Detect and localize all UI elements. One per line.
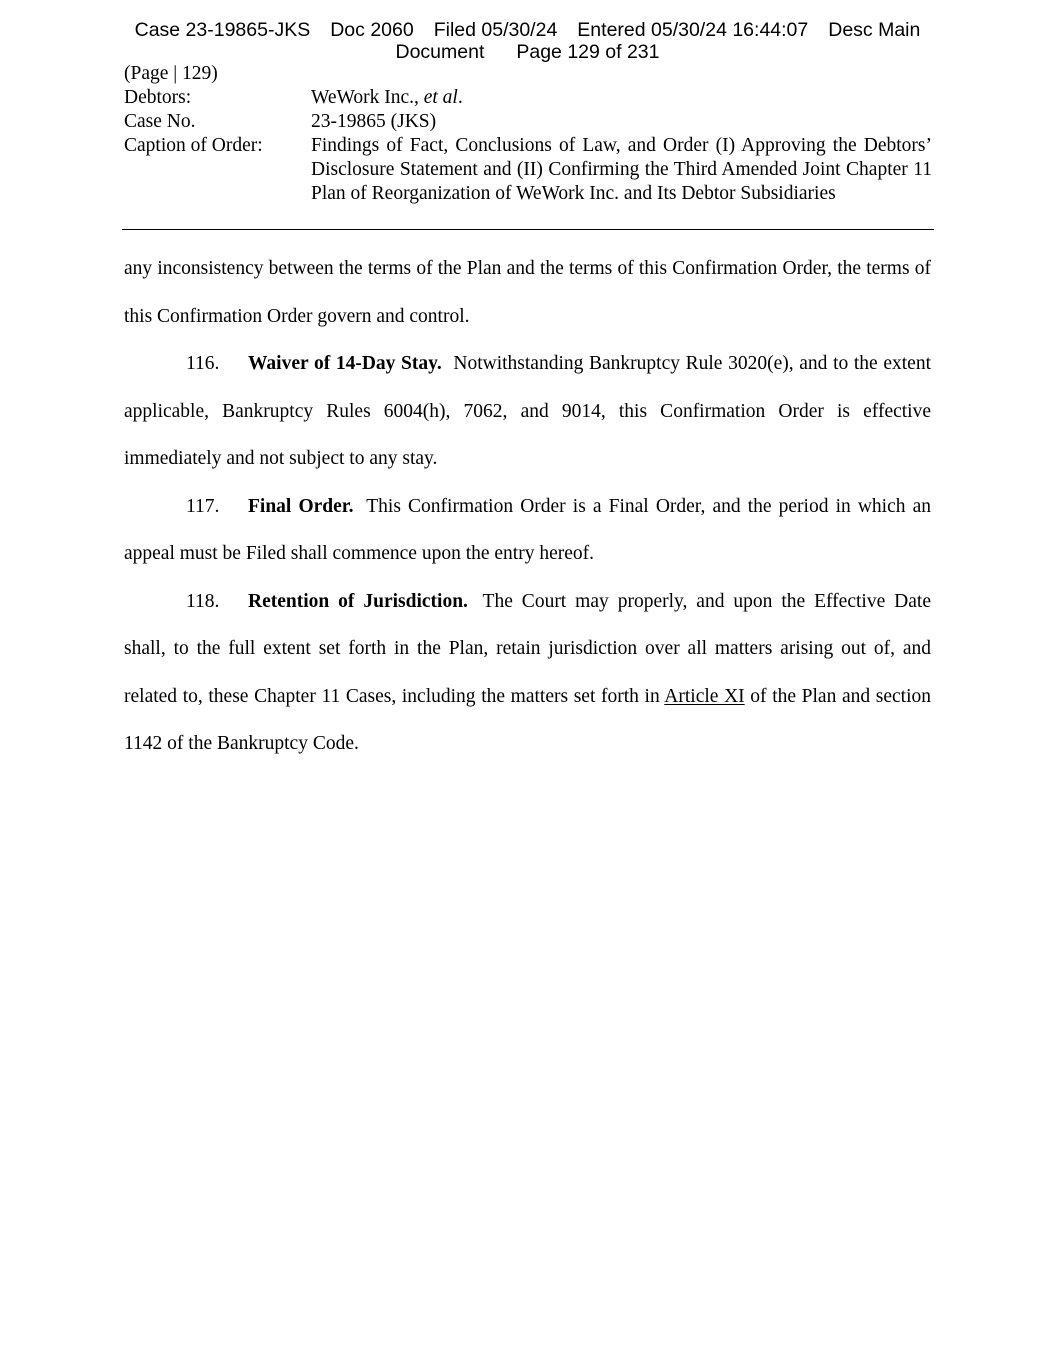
debtors-name: WeWork Inc., — [311, 87, 424, 108]
case-number-label: Case No. — [124, 111, 196, 132]
case-number-value: 23-19865 (JKS) — [311, 111, 437, 132]
paragraph-number: 117. — [186, 495, 220, 517]
order-body — [124, 245, 931, 768]
page-reference: (Page | 129) — [124, 63, 218, 84]
caption-of-order-value: Findings of Fact, Conclusions of Law, and Order (I) Approving the Debtors’ Disclosure Statement and (II) Confirming the Third Amended Joint Chapter 11 Plan of Reorganization of WeWork Inc. and Its Debtor Subsidiaries — [311, 135, 932, 204]
page-count: Page 129 of 231 — [516, 41, 660, 63]
filed-date: Filed 05/30/24 — [433, 19, 558, 41]
debtors-label: Debtors: — [124, 87, 192, 108]
article-xi-reference: Article XI — [664, 685, 745, 707]
debtors-et-al: et al — [423, 87, 458, 108]
paragraph-heading: Final Order. — [248, 495, 354, 517]
caption-of-order-label: Caption of Order: — [124, 135, 263, 156]
doc-description: Desc Main — [828, 19, 921, 41]
paragraph-heading: Retention of Jurisdiction. — [248, 590, 468, 612]
paragraph-text-before-link: The Court may properly, and upon the Effective Date shall, to the full extent set forth in the Plan, retain jurisdiction over all matters arising out of, and related to, these Chapter 11 Cases, including the matters set forth in — [124, 590, 931, 707]
paragraph-number: 118. — [186, 590, 220, 612]
caption-of-order-row — [124, 134, 932, 206]
paragraph-number: 116. — [186, 353, 220, 374]
page-reference-row — [124, 62, 932, 86]
order-caption-block — [124, 62, 932, 206]
document-label: Document — [395, 41, 485, 63]
paragraph-text: This Confirmation Order is a Final Order, and the period in which an appeal must be Filed shall commence upon the entry hereof. — [124, 495, 931, 564]
paragraph-text: Notwithstanding Bankruptcy Rule 3020(e), and to the extent applicable, Bankruptcy Rules 6004(h), 7062, and 9014, this Confirmation Order is effective immediately and not subject to any stay. — [124, 353, 931, 469]
debtors-row — [124, 86, 932, 110]
entered-date: Entered 05/30/24 16:44:07 — [577, 19, 809, 41]
continuation-paragraph: any inconsistency between the terms of the Plan and the terms of this Confirmation Order, the terms of this Confirmation Order govern and control. — [124, 258, 931, 327]
case-number: Case 23-19865-JKS — [134, 19, 311, 41]
ecf-header-line-1 — [0, 19, 1055, 41]
paragraph-118 — [124, 578, 931, 768]
paragraph-117 — [124, 483, 931, 578]
case-number-row — [124, 110, 932, 134]
paragraph-heading: Waiver of 14-Day Stay. — [248, 353, 442, 374]
paragraph-text-after-link: of the Plan and section 1142 of the Bankruptcy Code. — [124, 685, 932, 754]
debtors-value — [311, 86, 932, 110]
doc-number: Doc 2060 — [330, 19, 414, 41]
ecf-filing-header — [0, 19, 1055, 63]
debtors-period: . — [457, 87, 463, 108]
paragraph-116 — [124, 340, 931, 483]
ecf-header-line-2 — [0, 41, 1055, 63]
caption-divider — [122, 229, 934, 230]
